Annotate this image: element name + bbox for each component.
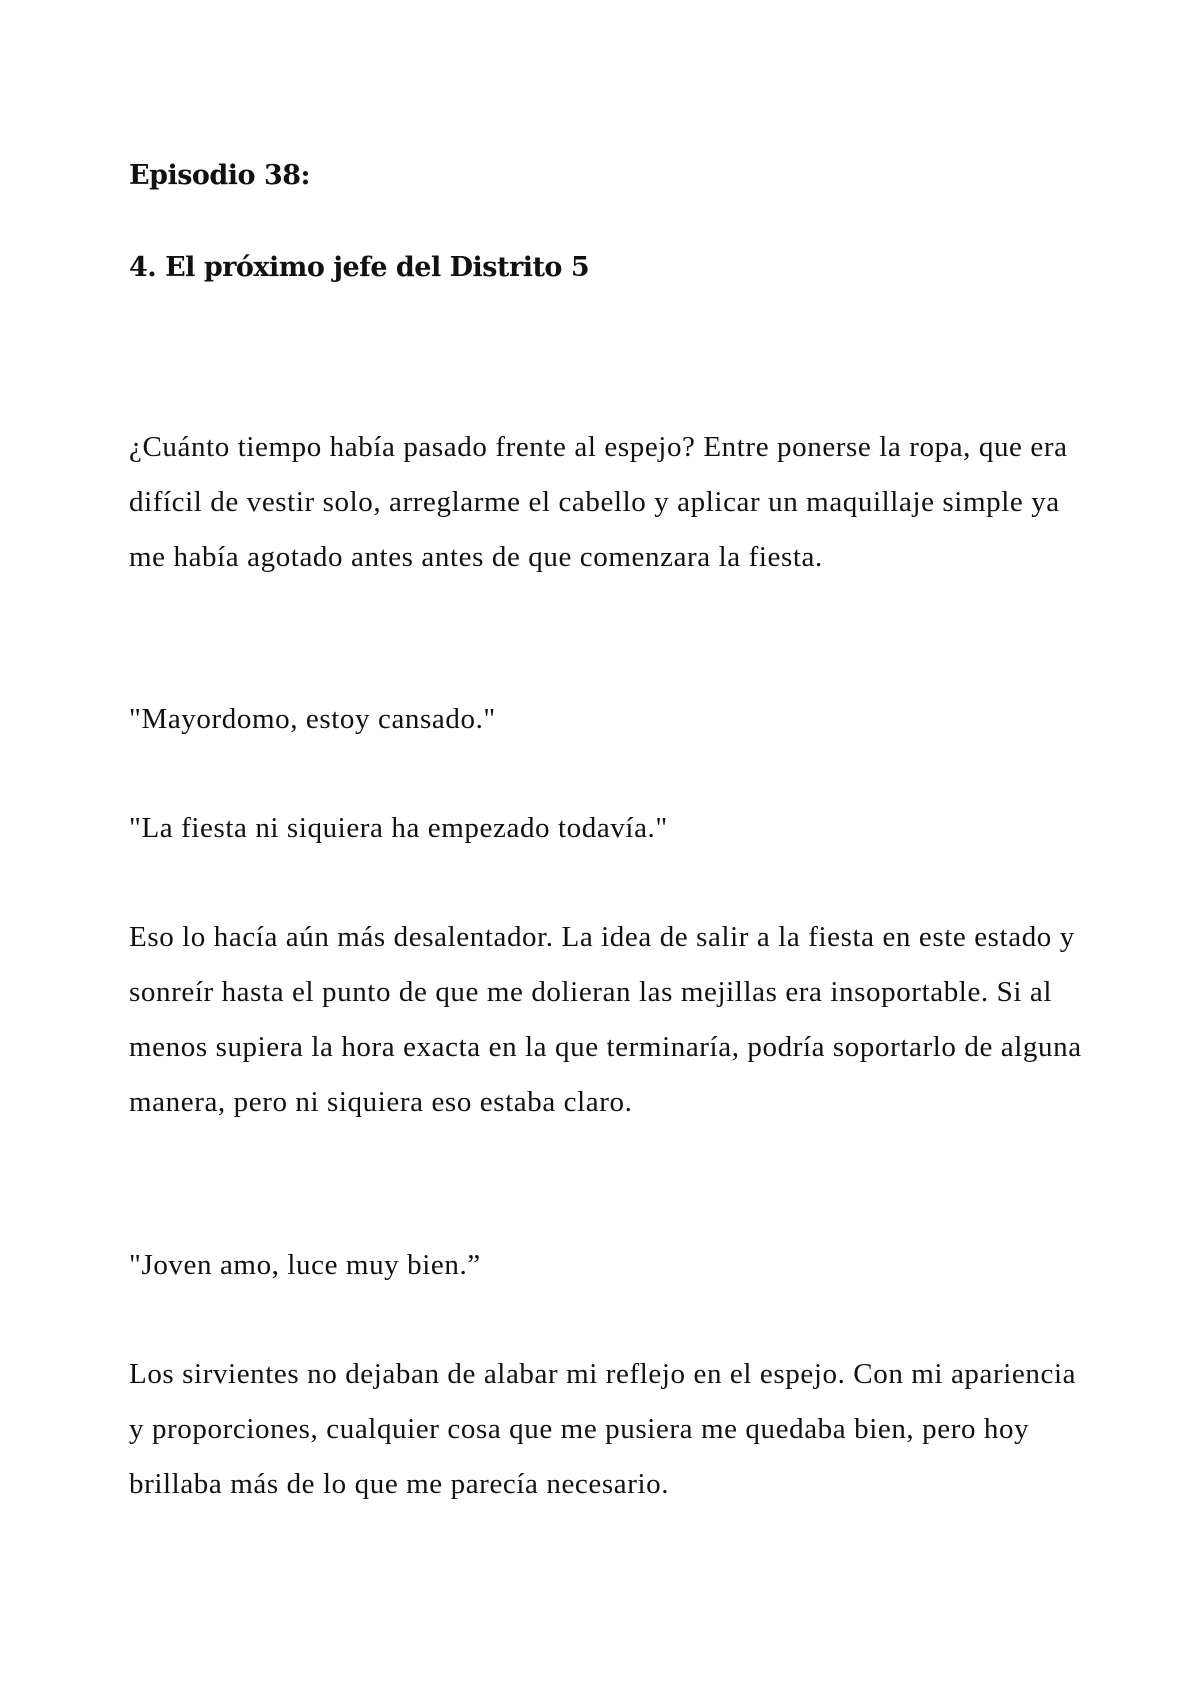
dialogue-2 <box>129 801 1089 856</box>
paragraph-1 <box>129 420 1089 585</box>
dialogue-text: "Joven amo, luce muy bien.” <box>129 1249 481 1281</box>
dialogue-3 <box>129 1238 1089 1293</box>
chapter-title: 4. El próximo jefe del Distrito 5 <box>129 252 590 283</box>
dialogue-text: "Mayordomo, estoy cansado." <box>129 703 496 735</box>
paragraph-2 <box>129 910 1089 1130</box>
paragraph-text: Eso lo hacía aún más desalentador. La idea de salir a la fiesta en este estado y sonreír hasta el punto de que me dolieran las mejillas era insoportable. Si al menos supiera la hora exacta en la que terminaría, podría soportarlo de alguna manera, pero ni siquiera eso estaba claro. <box>129 921 1082 1118</box>
paragraph-text: Los sirvientes no dejaban de alabar mi reflejo en el espejo. Con mi apariencia y proporciones, cualquier cosa que me pusiera me quedaba bien, pero hoy brillaba más de lo que me parecía necesario. <box>129 1358 1077 1500</box>
dialogue-text: "La fiesta ni siquiera ha empezado todavía." <box>129 812 668 844</box>
paragraph-3 <box>129 1347 1089 1512</box>
paragraph-text: ¿Cuánto tiempo había pasado frente al espejo? Entre ponerse la ropa, que era difícil de vestir solo, arreglarme el cabello y aplicar un maquillaje simple ya me había agotado antes antes de que comenzara la fiesta. <box>129 431 1068 573</box>
dialogue-1 <box>129 692 1089 747</box>
episode-title: Episodio 38: <box>129 160 311 191</box>
